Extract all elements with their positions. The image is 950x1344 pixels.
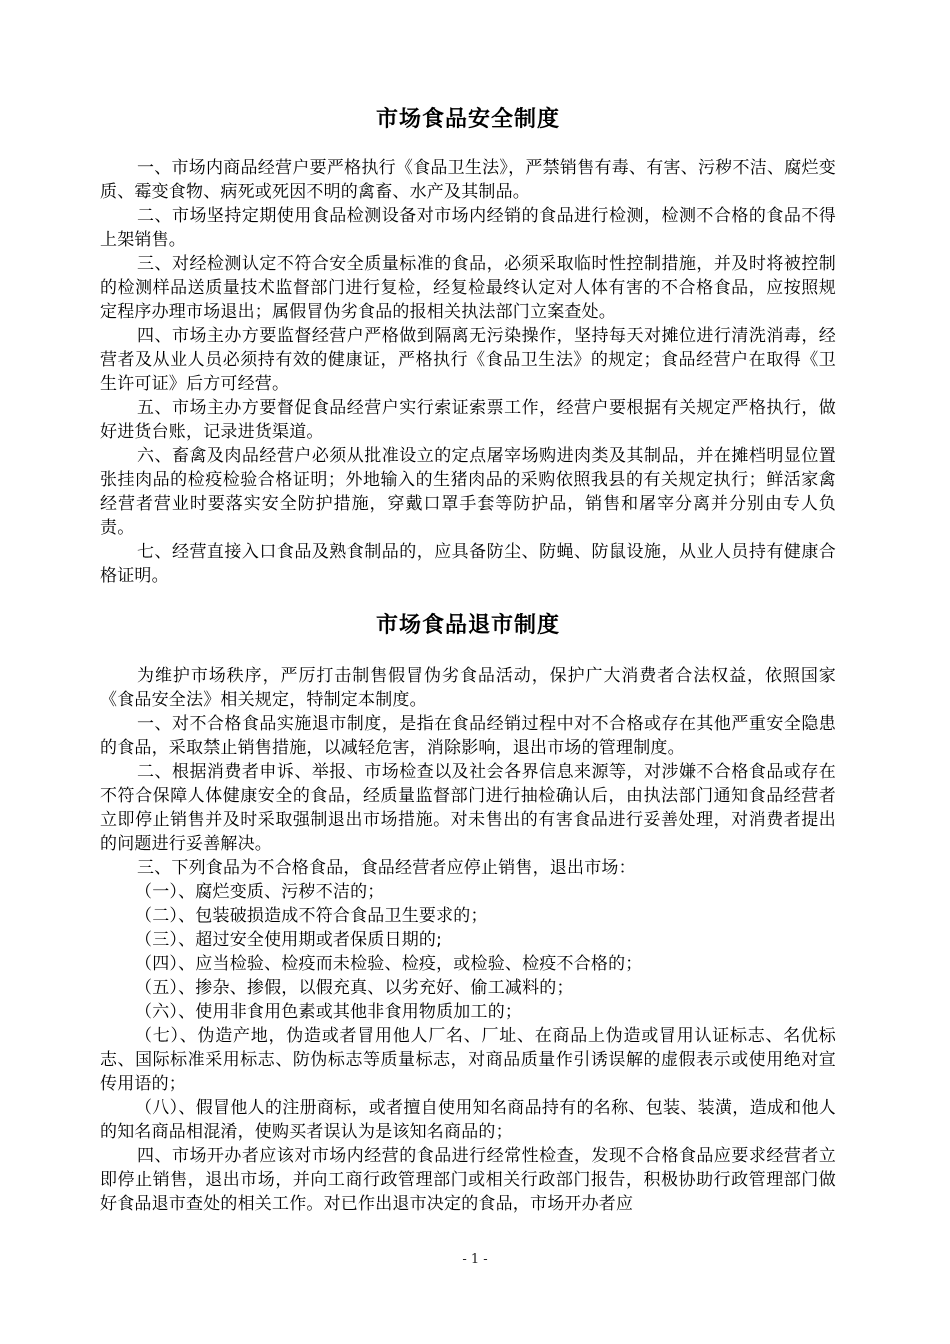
- recall-list-item: （五）、掺杂、掺假，以假充真、以劣充好、偷工减料的；: [135, 978, 574, 998]
- safety-rule-2: 二、市场坚持定期使用食品检测设备对市场内经销的食品进行检测，检测不合格的食品不得上架销售。: [100, 206, 836, 250]
- recall-list-item: （八）、假冒他人的注册商标，或者擅自使用知名商品持有的名称、包装、装潢，造成和他人的知名商品相混淆，使购买者误认为是该知名商品的；: [100, 1098, 836, 1142]
- recall-list-item: （三）、超过安全使用期或者保质日期的;: [135, 930, 443, 950]
- recall-list-item: （七）、伪造产地，伪造或者冒用他人厂名、厂址、在商品上伪造或冒用认证标志、名优标志、国际标准采用标志、防伪标志等质量标志，对商品质量作引诱误解的虚假表示或使用绝对宣传用语的；: [100, 1026, 836, 1094]
- recall-intro: 为维护市场秩序，严厉打击制售假冒伪劣食品活动，保护广大消费者合法权益，依照国家《食品安全法》相关规定，特制定本制度。: [100, 666, 836, 710]
- recall-rule-3: 三、下列食品为不合格食品，食品经营者应停止销售，退出市场：: [137, 858, 636, 878]
- section-title-food-safety: 市场食品安全制度: [375, 106, 560, 132]
- recall-rule-4: 四、市场开办者应该对市场内经营的食品进行经常性检查，发现不合格食品应要求经营者立即停止销售，退出市场，并向工商行政管理部门或相关行政部门报告，积极协助行政管理部门做好食品退市查处的相关工作。对已作出退市决定的食品，市场开办者应: [100, 1146, 836, 1214]
- safety-rule-4: 四、市场主办方要监督经营户严格做到隔离无污染操作，坚持每天对摊位进行清洗消毒，经营者及从业人员必须持有效的健康证，严格执行《食品卫生法》的规定；食品经营户在取得《卫生许可证》后方可经营。: [100, 326, 836, 394]
- document-page: [100, 96, 836, 1216]
- recall-list-item: （六）、使用非食用色素或其他非食用物质加工的；: [135, 1002, 523, 1022]
- safety-rule-7: 七、经营直接入口食品及熟食制品的，应具备防尘、防蝇、防鼠设施，从业人员持有健康合格证明。: [100, 542, 836, 586]
- safety-rule-3: 三、对经检测认定不符合安全质量标准的食品，必须采取临时性控制措施，并及时将被控制的检测样品送质量技术监督部门进行复检，经复检最终认定对人体有害的不合格食品，应按照规定程序办理市场退出；属假冒伪劣食品的报相关执法部门立案查处。: [100, 254, 836, 322]
- safety-rule-6: 六、畜禽及肉品经营户必须从批准设立的定点屠宰场购进肉类及其制品，并在摊档明显位置张挂肉品的检疫检验合格证明；外地输入的生猪肉品的采购依照我县的有关规定执行；鲜活家禽经营者营业时要落实安全防护措施，穿戴口罩手套等防护品，销售和屠宰分离并分别由专人负责。: [100, 446, 836, 538]
- section-title-food-recall: 市场食品退市制度: [375, 612, 560, 638]
- safety-rule-5: 五、市场主办方要督促食品经营户实行索证索票工作，经营户要根据有关规定严格执行，做好进货台账，记录进货渠道。: [100, 398, 836, 442]
- recall-list-item: （一）、腐烂变质、污秽不洁的；: [135, 882, 385, 902]
- recall-list-item: （四）、应当检验、检疫而未检验、检疫，或检验、检疫不合格的；: [135, 954, 643, 974]
- recall-rule-2: 二、根据消费者申诉、举报、市场检查以及社会各界信息来源等，对涉嫌不合格食品或存在不符合保障人体健康安全的食品，经质量监督部门进行抽检确认后，由执法部门通知食品经营者立即停止销售并及时采取强制退出市场措施。对未售出的有害食品进行妥善处理，对消费者提出的问题进行妥善解决。: [100, 762, 836, 854]
- recall-rule-1: 一、对不合格食品实施退市制度，是指在食品经销过程中对不合格或存在其他严重安全隐患的食品，采取禁止销售措施，以减轻危害，消除影响，退出市场的管理制度。: [100, 714, 836, 758]
- page-number: - 1 -: [462, 1252, 488, 1267]
- safety-rule-1: 一、市场内商品经营户要严格执行《食品卫生法》，严禁销售有毒、有害、污秽不洁、腐烂变质、霉变食物、病死或死因不明的禽畜、水产及其制品。: [100, 158, 836, 202]
- recall-list-item: （二）、包装破损造成不符合食品卫生要求的；: [135, 906, 488, 926]
